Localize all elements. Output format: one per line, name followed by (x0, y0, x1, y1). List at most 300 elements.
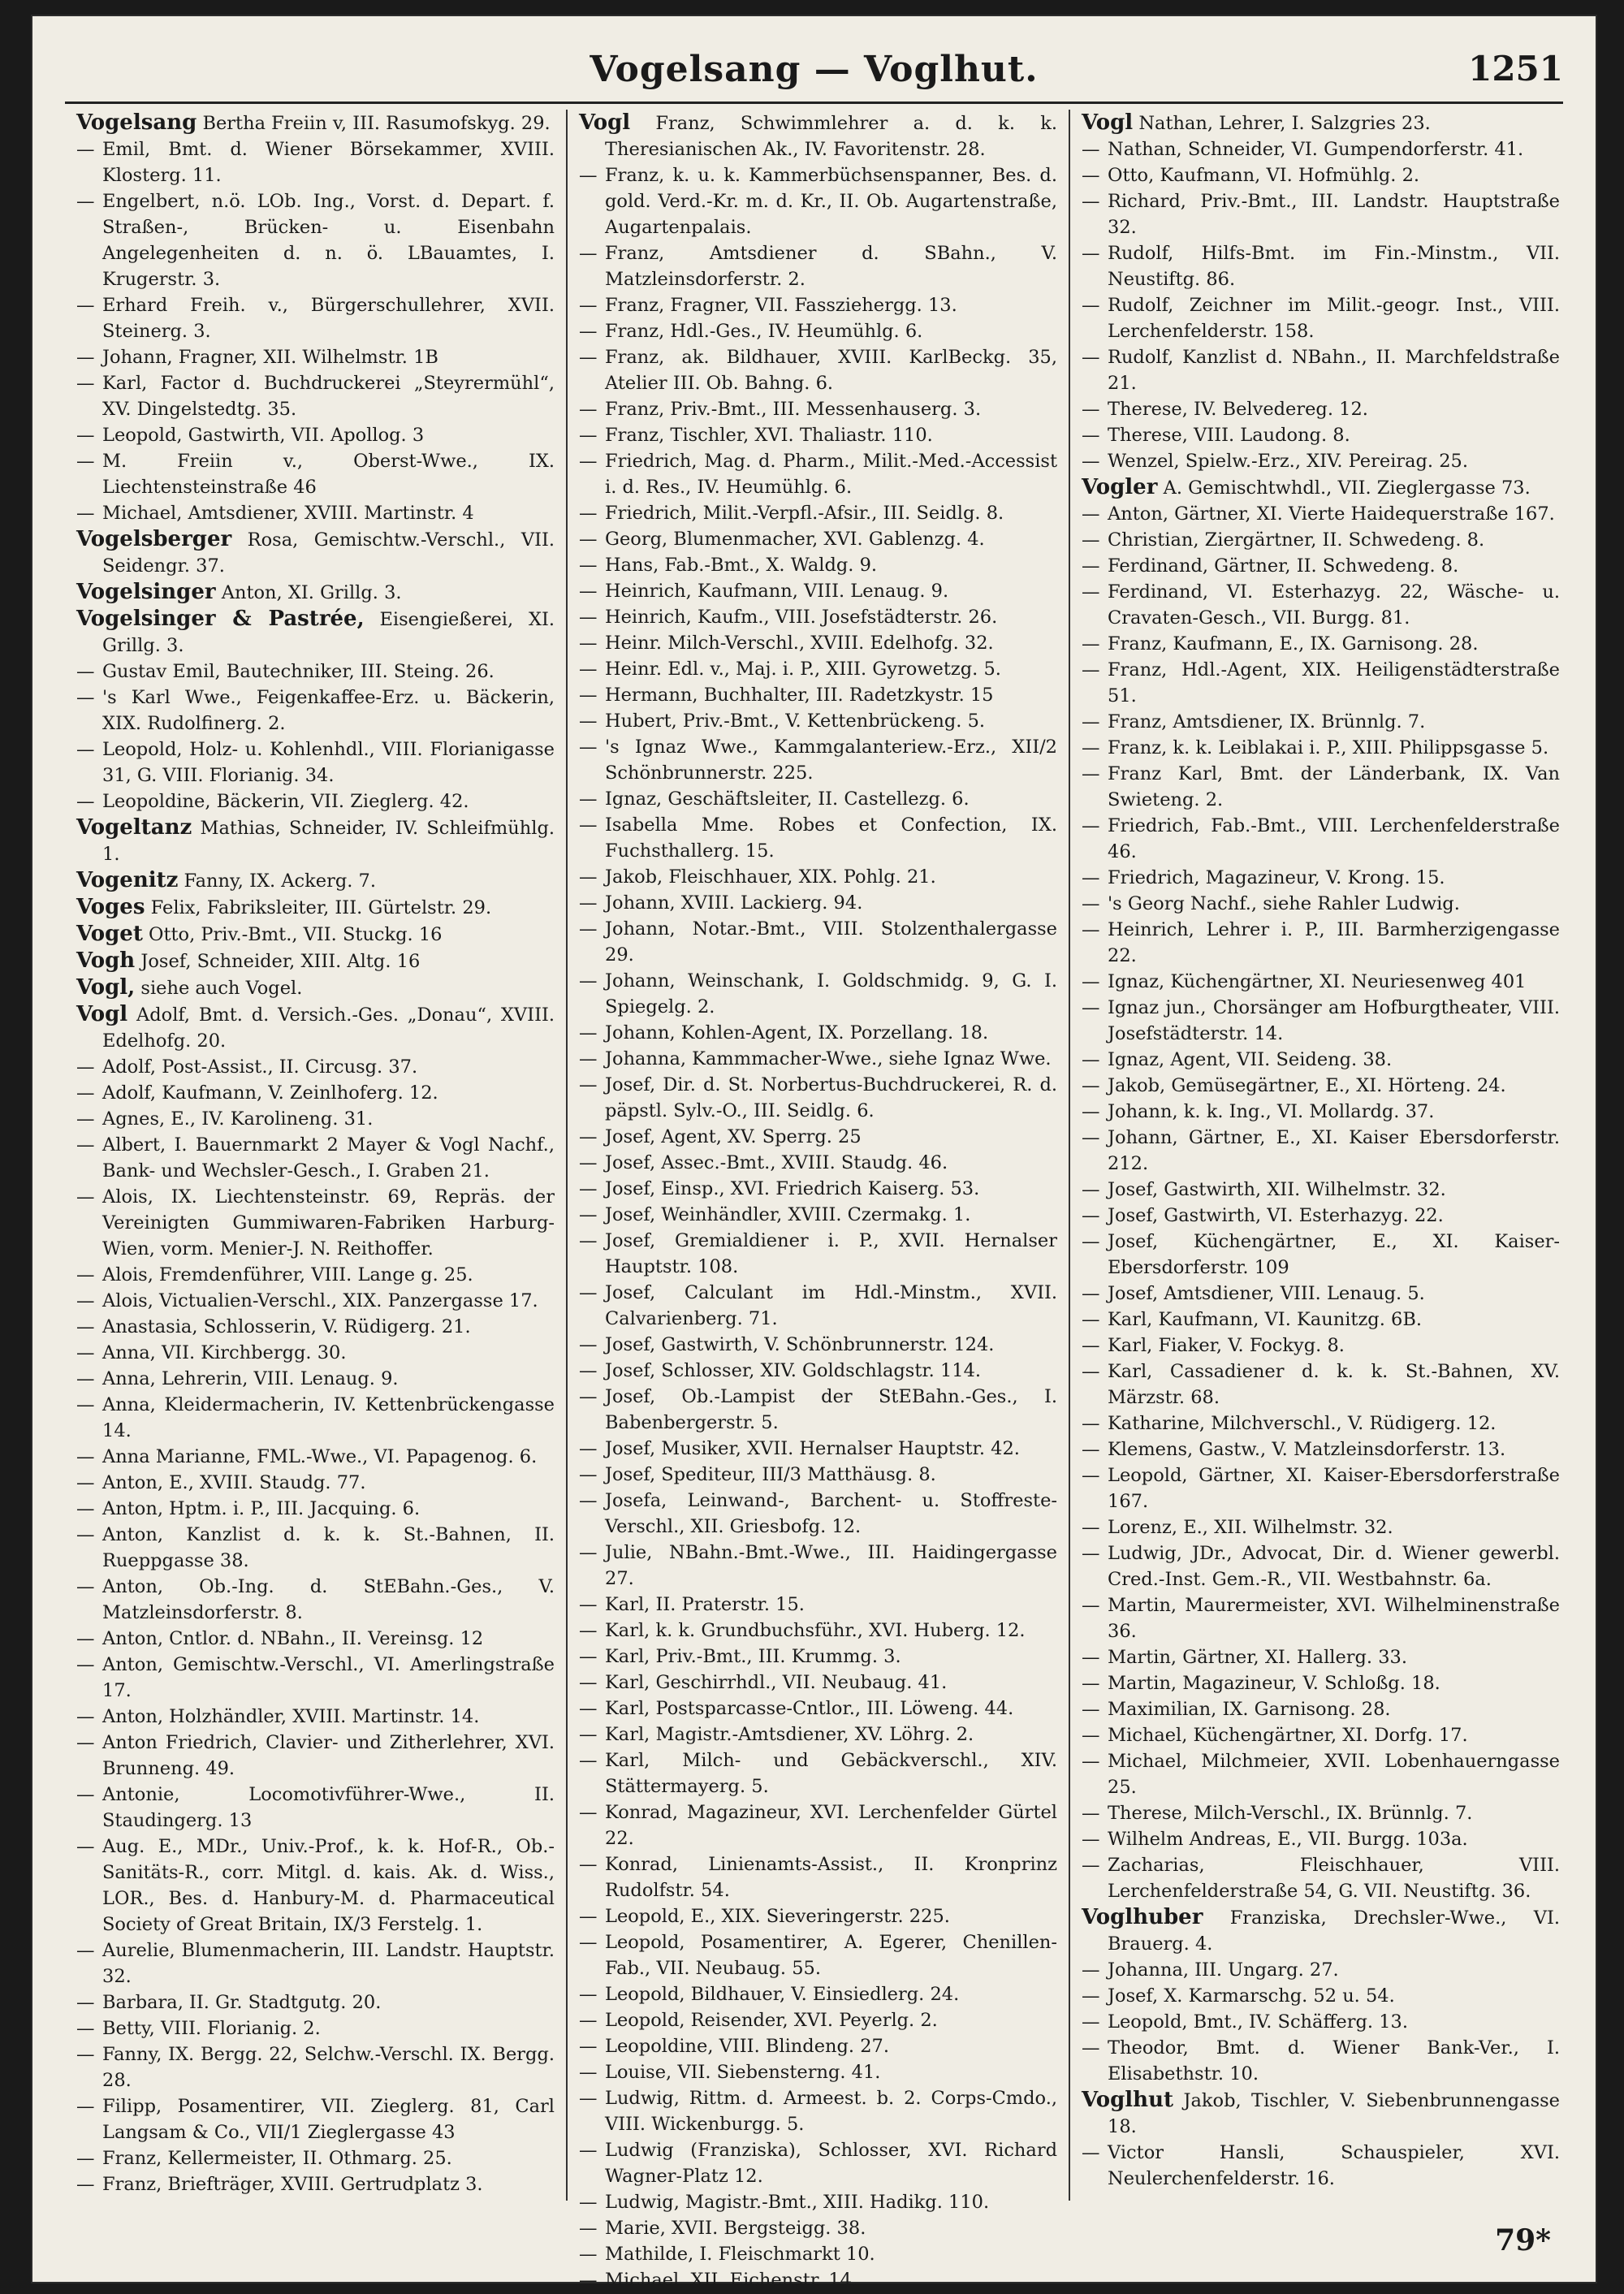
directory-entry (1082, 422, 1560, 448)
directory-entry (76, 2041, 555, 2093)
repeat-dash: — (76, 2174, 95, 2195)
repeat-dash: — (76, 1940, 95, 1961)
entry-text: Michael, Milchmeier, XVII. Lobenhauerngasse 25. (1108, 1751, 1560, 1798)
repeat-dash: — (76, 1498, 95, 1519)
entry-text: Erhard Freih. v., Bürgerschullehrer, XVII. Steinerg. 3. (102, 295, 555, 342)
repeat-dash: — (1082, 165, 1100, 186)
directory-entry (1082, 1852, 1560, 1904)
surname: Vogelsinger (76, 580, 216, 604)
entry-text: Anton Friedrich, Clavier- und Zitherlehrer, XVI. Brunneng. 49. (102, 1732, 555, 1779)
surname-entry (76, 526, 555, 579)
directory-entry (76, 1782, 555, 1834)
directory-entry (579, 448, 1057, 500)
entry-text: Leopold, Gärtner, XI. Kaiser-Ebersdorferstraße 167. (1108, 1465, 1560, 1512)
directory-entry (76, 448, 555, 500)
repeat-dash: — (76, 1394, 95, 1415)
surname-entry (76, 1001, 555, 1054)
entry-text: Therese, Milch-Verschl., IX. Brünnlg. 7. (1108, 1803, 1473, 1824)
entry-text: Franz, k. k. Leiblakai i. P., XIII. Philippsgasse 5. (1108, 737, 1549, 758)
directory-entry (76, 1496, 555, 1522)
repeat-dash: — (76, 1524, 95, 1545)
repeat-dash: — (1082, 1647, 1100, 1668)
directory-entry (76, 2171, 555, 2197)
repeat-dash: — (579, 737, 598, 758)
repeat-dash: — (579, 788, 598, 810)
directory-entry (1082, 1644, 1560, 1670)
entry-text: Victor Hansli, Schauspieler, XVI. Neulerchenfelderstr. 16. (1108, 2142, 1560, 2189)
directory-entry (579, 2189, 1057, 2215)
entry-text: Therese, VIII. Laudong. 8. (1108, 425, 1350, 446)
directory-entry (1082, 1203, 1560, 1229)
surname-entry (76, 974, 555, 1001)
repeat-dash: — (76, 1732, 95, 1753)
entry-text: Josef, X. Karmarschg. 52 u. 54. (1108, 1985, 1395, 2007)
column-3 (1070, 110, 1571, 2201)
repeat-dash: — (1082, 1075, 1100, 1096)
repeat-dash: — (76, 1784, 95, 1805)
repeat-dash: — (1082, 919, 1100, 940)
entry-text: Wenzel, Spielw.-Erz., XIV. Pereirag. 25. (1108, 451, 1469, 472)
entry-text: Otto, Kaufmann, VI. Hofmühlg. 2. (1108, 165, 1420, 186)
directory-entry (1082, 1514, 1560, 1540)
repeat-dash: — (1082, 1725, 1100, 1746)
repeat-dash: — (579, 2036, 598, 2057)
directory-entry (76, 2145, 555, 2171)
repeat-dash: — (579, 399, 598, 420)
header-rule (65, 102, 1563, 104)
directory-entry (579, 1384, 1057, 1436)
repeat-dash: — (579, 685, 598, 706)
entry-text: Anna Marianne, FML.-Wwe., VI. Papagenog. 6. (102, 1446, 538, 1467)
entry-text: siehe auch Vogel. (135, 978, 303, 999)
directory-entry (579, 682, 1057, 708)
directory-entry (76, 685, 555, 737)
surname: Vogl (1082, 110, 1134, 135)
entry-text: Ignaz, Küchengärtner, XI. Neuriesenweg 401 (1108, 971, 1527, 992)
entry-text: Karl, k. k. Grundbuchsführ., XVI. Huberg. 12. (605, 1620, 1026, 1641)
directory-entry (76, 1470, 555, 1496)
entry-text: Franz, Amtsdiener, IX. Brünnlg. 7. (1108, 711, 1426, 732)
entry-text: Leopold, Bmt., IV. Schäfferg. 13. (1108, 2011, 1408, 2033)
surname-entry (76, 921, 555, 948)
entry-text: Anton, XI. Grillg. 3. (215, 582, 402, 603)
surname: Vogh (76, 948, 136, 973)
entry-text: Ignaz, Agent, VII. Seideng. 38. (1108, 1049, 1393, 1070)
entry-text: Antonie, Locomotivführer-Wwe., II. Staudingerg. 13 (102, 1784, 555, 1831)
entry-text: Karl, Postsparcasse-Cntlor., III. Löweng. 44. (605, 1698, 1014, 1719)
repeat-dash: — (1082, 347, 1100, 368)
repeat-dash: — (1082, 1595, 1100, 1616)
entry-text: Michael, Küchengärtner, XI. Dorfg. 17. (1108, 1725, 1468, 1746)
repeat-dash: — (1082, 555, 1100, 577)
directory-entry (579, 1046, 1057, 1072)
repeat-dash: — (579, 1360, 598, 1381)
repeat-dash: — (1082, 191, 1100, 212)
entry-text: Louise, VII. Siebensterng. 41. (605, 2062, 881, 2083)
directory-entry (579, 2085, 1057, 2137)
directory-entry (1082, 1281, 1560, 1307)
directory-entry (76, 788, 555, 814)
directory-entry (1082, 1722, 1560, 1748)
entry-text: Engelbert, n.ö. LOb. Ing., Vorst. d. Depart. f. Straßen-, Brücken- u. Eisenbahn Angelegenheiten d. n. ö. LBauamtes, I. Krugerstr. 3. (102, 191, 555, 290)
entry-text: Anna, VII. Kirchbergg. 30. (102, 1342, 347, 1363)
repeat-dash: — (1082, 1673, 1100, 1694)
directory-entry (1082, 2140, 1560, 2192)
column-1 (65, 110, 568, 2201)
surname-entry (1082, 474, 1560, 501)
surname-entry (1082, 1904, 1560, 1957)
repeat-dash: — (1082, 711, 1100, 732)
repeat-dash: — (76, 739, 95, 760)
repeat-dash: — (579, 581, 598, 602)
directory-entry (579, 656, 1057, 682)
surname: Vogelsang (76, 110, 197, 135)
repeat-dash: — (76, 2044, 95, 2065)
repeat-dash: — (579, 2218, 598, 2239)
repeat-dash: — (579, 1932, 598, 1953)
entry-text: Ludwig, JDr., Advocat, Dir. d. Wiener gewerbl. Cred.-Inst. Gem.-R., VII. Westbahnstr. 6a. (1108, 1543, 1560, 1590)
repeat-dash: — (579, 711, 598, 732)
entry-text: Betty, VIII. Florianig. 2. (102, 2018, 321, 2039)
surname-entry (76, 814, 555, 867)
directory-entry (1082, 1957, 1560, 1983)
directory-entry (579, 2059, 1057, 2085)
entry-text: Josef, Gastwirth, V. Schönbrunnerstr. 124. (605, 1334, 995, 1355)
directory-entry (76, 1288, 555, 1314)
repeat-dash: — (579, 321, 598, 342)
surname: Voget (76, 922, 143, 946)
entry-text: Anton, Kanzlist d. k. k. St.-Bahnen, II. Rueppgasse 38. (102, 1524, 555, 1571)
directory-entry (1082, 1696, 1560, 1722)
running-head (32, 49, 1596, 97)
surname: Vogl (579, 110, 631, 135)
entry-text: Friedrich, Milit.-Verpfl.-Afsir., III. Seidlg. 8. (605, 503, 1004, 524)
directory-entry (1082, 1307, 1560, 1333)
entry-text: Michael, XII. Eichenstr. 14. (605, 2270, 858, 2291)
directory-entry (1082, 527, 1560, 553)
repeat-dash: — (579, 1178, 598, 1199)
entry-text: Franz, Amtsdiener d. SBahn., V. Matzleinsdorferstr. 2. (605, 243, 1057, 290)
entry-text: Franz, k. u. k. Kammerbüchsenspanner, Bes. d. gold. Verd.-Kr. m. d. Kr., II. Ob. Augartenstraße, Augartenpalais. (605, 165, 1057, 238)
repeat-dash: — (579, 2192, 598, 2213)
entry-text: Johann, XVIII. Lackierg. 94. (605, 892, 863, 914)
repeat-dash: — (579, 1048, 598, 1069)
repeat-dash: — (76, 1082, 95, 1104)
directory-entry (76, 136, 555, 188)
directory-entry (579, 1722, 1057, 1748)
entry-text: 's Georg Nachf., siehe Rahler Ludwig. (1108, 893, 1460, 914)
entry-text: Therese, IV. Belvedereg. 12. (1108, 399, 1368, 420)
entry-text: Otto, Priv.-Bmt., VII. Stuckg. 16 (142, 924, 443, 945)
directory-entry (1082, 1592, 1560, 1644)
repeat-dash: — (76, 1056, 95, 1078)
directory-entry (579, 2267, 1057, 2293)
repeat-dash: — (579, 165, 598, 186)
directory-entry (1082, 1073, 1560, 1099)
repeat-dash: — (579, 2088, 598, 2109)
repeat-dash: — (579, 607, 598, 628)
repeat-dash: — (1082, 451, 1100, 472)
directory-entry (1082, 1359, 1560, 1411)
entry-text: Franz, Briefträger, XVIII. Gertrudplatz 3. (102, 2174, 483, 2195)
directory-entry (1082, 1462, 1560, 1514)
repeat-dash: — (1082, 1335, 1100, 1356)
directory-entry (76, 1938, 555, 1989)
directory-entry (1082, 891, 1560, 917)
entry-text: Albert, I. Bauernmarkt 2 Mayer & Vogl Nachf., Bank- und Wechsler-Gesch., I. Graben 21. (102, 1134, 555, 1182)
entry-text: Franz, Kaufmann, E., IX. Garnisong. 28. (1108, 633, 1479, 655)
entry-text: Mathias, Schneider, IV. Schleifmühlg. 1. (102, 818, 555, 865)
entry-text: Adolf, Kaufmann, V. Zeinlhoferg. 12. (102, 1082, 438, 1104)
repeat-dash: — (579, 1282, 598, 1303)
directory-entry (76, 422, 555, 448)
entry-text: Josef, Ob.-Lampist der StEBahn.-Ges., I. Babenbergerstr. 5. (605, 1386, 1057, 1433)
entry-text: Katharine, Milchverschl., V. Rüdigerg. 12. (1108, 1413, 1497, 1434)
directory-entry (1082, 995, 1560, 1047)
entry-text: Ludwig, Rittm. d. Armeest. b. 2. Corps-Cmdo., VIII. Wickenburgg. 5. (605, 2088, 1057, 2135)
entry-text: Julie, NBahn.-Bmt.-Wwe., III. Haidingergasse 27. (605, 1542, 1057, 1589)
repeat-dash: — (1082, 581, 1100, 603)
repeat-dash: — (1082, 1855, 1100, 1876)
directory-entry (76, 500, 555, 526)
entry-text: Anton, Gärtner, XI. Vierte Haidequerstraße 167. (1108, 503, 1555, 525)
directory-entry (76, 1132, 555, 1184)
surname-entry (76, 867, 555, 894)
entry-text: Josef, Agent, XV. Sperrg. 25 (605, 1126, 862, 1147)
entry-text: Ludwig (Franziska), Schlosser, XVI. Richard Wagner-Platz 12. (605, 2140, 1057, 2187)
entry-text: Ignaz jun., Chorsänger am Hofburgtheater, VIII. Josefstädterstr. 14. (1108, 997, 1560, 1044)
entry-text: Anton, Hptm. i. P., III. Jacquing. 6. (102, 1498, 421, 1519)
surname-entry (579, 110, 1057, 162)
entry-text: Ludwig, Magistr.-Bmt., XIII. Hadikg. 110. (605, 2192, 990, 2213)
directory-entry (579, 2007, 1057, 2033)
surname: Vogeltanz (76, 815, 192, 840)
directory-entry (76, 1652, 555, 1704)
directory-entry (579, 500, 1057, 526)
repeat-dash: — (579, 892, 598, 914)
entry-text: Franz, Kellermeister, II. Othmarg. 25. (102, 2148, 452, 2169)
repeat-dash: — (579, 1984, 598, 2005)
repeat-dash: — (579, 451, 598, 472)
entry-text: Josef, Gastwirth, XII. Wilhelmstr. 32. (1108, 1179, 1446, 1200)
directory-entry (1082, 1125, 1560, 1177)
directory-entry (76, 1314, 555, 1340)
directory-entry (1082, 865, 1560, 891)
directory-entry (1082, 657, 1560, 709)
entry-text: Josef, Schneider, XIII. Altg. 16 (135, 951, 421, 972)
repeat-dash: — (1082, 1829, 1100, 1850)
directory-entry (1082, 553, 1560, 579)
directory-entry (579, 1540, 1057, 1592)
directory-entry (76, 659, 555, 685)
entry-text: 's Karl Wwe., Feigenkaffee-Erz. u. Bäckerin, XIX. Rudolfinerg. 2. (102, 687, 555, 734)
entry-text: Josef, Spediteur, III/3 Matthäusg. 8. (605, 1464, 936, 1485)
repeat-dash: — (579, 503, 598, 524)
directory-entry (76, 1704, 555, 1730)
repeat-dash: — (579, 1022, 598, 1043)
repeat-dash: — (1082, 295, 1100, 316)
entry-text: Josef, Amtsdiener, VIII. Lenaug. 5. (1108, 1283, 1425, 1304)
entry-text: Friedrich, Mag. d. Pharm., Milit.-Med.-Accessist i. d. Res., IV. Heumühlg. 6. (605, 451, 1057, 498)
directory-entry (579, 162, 1057, 240)
entry-text: Josef, Küchengärtner, E., XI. Kaiser-Ebersdorferstr. 109 (1108, 1231, 1560, 1278)
entry-text: Martin, Gärtner, XI. Hallerg. 33. (1108, 1647, 1408, 1668)
directory-entry (579, 422, 1057, 448)
entry-text: Karl, Magistr.-Amtsdiener, XV. Löhrg. 2. (605, 1724, 974, 1745)
directory-entry (579, 1851, 1057, 1903)
directory-entry (1082, 1436, 1560, 1462)
directory-entry (579, 1228, 1057, 1280)
entry-text: Leopold, Gastwirth, VII. Apollog. 3 (102, 425, 425, 446)
repeat-dash: — (579, 1126, 598, 1147)
directory-entry (76, 1054, 555, 1080)
repeat-dash: — (76, 1368, 95, 1389)
directory-entry (579, 552, 1057, 578)
repeat-dash: — (579, 1672, 598, 1693)
entry-text: Nathan, Lehrer, I. Salzgries 23. (1133, 113, 1431, 134)
directory-entry (1082, 188, 1560, 240)
entry-text: Agnes, E., IV. Karolineng. 31. (102, 1108, 374, 1130)
repeat-dash: — (579, 1386, 598, 1407)
directory-entry (1082, 1540, 1560, 1592)
surname: Vogl (76, 1002, 128, 1026)
entry-text: Leopold, Holz- u. Kohlenhdl., VIII. Florianigasse 31, G. VIII. Florianig. 34. (102, 739, 555, 786)
repeat-dash: — (579, 425, 598, 446)
directory-entry (76, 1834, 555, 1938)
repeat-dash: — (76, 1316, 95, 1337)
entry-text: Franz, ak. Bildhauer, XVIII. KarlBeckg. 35, Atelier III. Ob. Bahng. 6. (605, 347, 1057, 394)
repeat-dash: — (1082, 893, 1100, 914)
directory-entry (579, 526, 1057, 552)
entry-text: Wilhelm Andreas, E., VII. Burgg. 103a. (1108, 1829, 1468, 1850)
repeat-dash: — (579, 1594, 598, 1615)
directory-entry (579, 1280, 1057, 1332)
directory-entry (579, 2241, 1057, 2267)
entry-text: Rudolf, Kanzlist d. NBahn., II. Marchfeldstraße 21. (1108, 347, 1560, 394)
repeat-dash: — (1082, 1959, 1100, 1981)
directory-entry (579, 812, 1057, 864)
repeat-dash: — (579, 1334, 598, 1355)
entry-text: Aurelie, Blumenmacherin, III. Landstr. Hauptstr. 32. (102, 1940, 555, 1987)
repeat-dash: — (579, 295, 598, 316)
repeat-dash: — (76, 2096, 95, 2117)
surname: Voges (76, 895, 145, 919)
repeat-dash: — (579, 1620, 598, 1641)
repeat-dash: — (579, 1724, 598, 1745)
directory-entry (1082, 735, 1560, 761)
directory-entry (579, 968, 1057, 1020)
directory-entry (1082, 579, 1560, 631)
directory-entry (76, 344, 555, 370)
surname-entry (76, 948, 555, 974)
entry-text: Emil, Bmt. d. Wiener Börsekammer, XVIII. Klosterg. 11. (102, 139, 555, 186)
repeat-dash: — (76, 791, 95, 812)
repeat-dash: — (1082, 2037, 1100, 2059)
entry-text: Rosa, Gemischtw.-Verschl., VII. Seidengr. 37. (102, 529, 555, 577)
repeat-dash: — (1082, 1361, 1100, 1382)
repeat-dash: — (579, 2010, 598, 2031)
directory-entry (76, 1626, 555, 1652)
entry-text: Johann, Kohlen-Agent, IX. Porzellang. 18. (605, 1022, 989, 1043)
entry-text: Franz, Schwimmlehrer a. d. k. k. Theresianischen Ak., IV. Favoritenstr. 28. (605, 113, 1057, 160)
entry-text: Mathilde, I. Fleischmarkt 10. (605, 2244, 875, 2265)
entry-text: Rudolf, Hilfs-Bmt. im Fin.-Minstm., VII. Neustiftg. 86. (1108, 243, 1560, 290)
entry-text: Josef, Schlosser, XIV. Goldschlagstr. 114. (605, 1360, 982, 1381)
entry-text: Karl, Fiaker, V. Fockyg. 8. (1108, 1335, 1345, 1356)
directory-entry (76, 1989, 555, 2015)
entry-text: Leopold, Posamentirer, A. Egerer, Chenillen-Fab., VII. Neubaug. 55. (605, 1932, 1057, 1979)
repeat-dash: — (1082, 529, 1100, 551)
repeat-dash: — (579, 659, 598, 680)
directory-entry (579, 916, 1057, 968)
repeat-dash: — (1082, 633, 1100, 655)
directory-entry (579, 1020, 1057, 1046)
directory-entry (1082, 1983, 1560, 2009)
directory-entry (1082, 136, 1560, 162)
entry-text: Heinrich, Lehrer i. P., III. Barmherzigengasse 22. (1108, 919, 1560, 966)
repeat-dash: — (579, 1646, 598, 1667)
repeat-dash: — (76, 661, 95, 682)
directory-entry (76, 370, 555, 422)
entry-text: Hermann, Buchhalter, III. Radetzkystr. 15 (605, 685, 994, 706)
entry-text: Heinr. Milch-Verschl., XVIII. Edelhofg. 32. (605, 633, 994, 654)
entry-text: Isabella Mme. Robes et Confection, IX. Fuchsthallerg. 15. (605, 814, 1057, 862)
entry-text: Adolf, Bmt. d. Versich.-Ges. „Donau“, XVIII. Edelhofg. 20. (102, 1004, 555, 1052)
directory-entry (579, 864, 1057, 890)
entry-text: Franz Karl, Bmt. der Länderbank, IX. Van Swieteng. 2. (1108, 763, 1560, 810)
entry-text: Karl, II. Praterstr. 15. (605, 1594, 805, 1615)
directory-entry (1082, 501, 1560, 527)
entry-text: Heinrich, Kaufm., VIII. Josefstädterstr. 26. (605, 607, 998, 628)
repeat-dash: — (1082, 1803, 1100, 1824)
entry-text: Franz, Hdl.-Agent, XIX. Heiligenstädterstraße 51. (1108, 659, 1560, 706)
directory-entry (579, 1124, 1057, 1150)
directory-entry (579, 2215, 1057, 2241)
entry-text: Josefa, Leinwand-, Barchent- u. Stoffreste-Verschl., XII. Griesbofg. 12. (605, 1490, 1057, 1537)
entry-text: Friedrich, Magazineur, V. Krong. 15. (1108, 867, 1445, 888)
entry-text: Nathan, Schneider, VI. Gumpendorferstr. 41. (1108, 139, 1524, 160)
directory-entry (579, 708, 1057, 734)
directory-entry (1082, 162, 1560, 188)
entry-text: Josef, Dir. d. St. Norbertus-Buchdruckerei, R. d. päpstl. Sylv.-O., III. Seidlg. 6. (605, 1074, 1057, 1121)
entry-text: Karl, Priv.-Bmt., III. Krummg. 3. (605, 1646, 901, 1667)
entry-text: Anton, E., XVIII. Staudg. 77. (102, 1472, 366, 1493)
entry-text: Karl, Milch- und Gebäckverschl., XIV. Stättermayerg. 5. (605, 1750, 1057, 1797)
directory-entry (1082, 1748, 1560, 1800)
repeat-dash: — (76, 1342, 95, 1363)
surname-entry (76, 894, 555, 921)
entry-text: Adolf, Post-Assist., II. Circusg. 37. (102, 1056, 418, 1078)
repeat-dash: — (76, 1446, 95, 1467)
repeat-dash: — (1082, 659, 1100, 680)
entry-text: Josef, Gremialdiener i. P., XVII. Hernalser Hauptstr. 108. (605, 1230, 1057, 1277)
entry-text: Karl, Factor d. Buchdruckerei „Steyrermühl“, XV. Dingelstedtg. 35. (102, 373, 555, 420)
repeat-dash: — (1082, 1283, 1100, 1304)
repeat-dash: — (1082, 139, 1100, 160)
directory-entry (579, 1150, 1057, 1176)
repeat-dash: — (76, 503, 95, 524)
entry-text: Ferdinand, VI. Esterhazyg. 22, Wäsche- u. Cravaten-Gesch., VII. Burgg. 81. (1108, 581, 1560, 629)
directory-entry (1082, 1099, 1560, 1125)
repeat-dash: — (76, 2018, 95, 2039)
entry-text: Ferdinand, Gärtner, II. Schwedeng. 8. (1108, 555, 1459, 577)
repeat-dash: — (76, 2148, 95, 2169)
repeat-dash: — (579, 1906, 598, 1927)
surname: Vogenitz (76, 868, 179, 892)
directory-entry (76, 292, 555, 344)
entry-text: Alois, Victualien-Verschl., XIX. Panzergasse 17. (102, 1290, 538, 1311)
entry-text: Franz, Tischler, XVI. Thaliastr. 110. (605, 425, 933, 446)
